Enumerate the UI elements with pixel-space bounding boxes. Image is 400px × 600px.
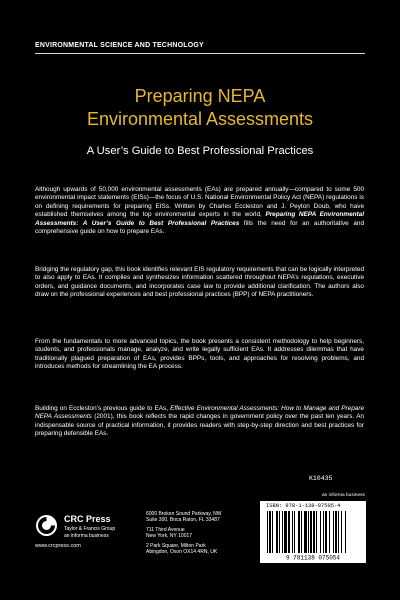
publisher-url: www.crcpress.com [35, 543, 81, 549]
paragraph-4-text-a: Building on Eccleston’s previous guide to EAs, [35, 405, 169, 412]
book-title-line2: Environmental Assessments [86, 109, 314, 129]
publisher-name: CRC Press [64, 514, 111, 524]
description-paragraph-1 [35, 186, 364, 236]
isbn-text: ISBN: 978-1-138-07505-4 [266, 503, 341, 509]
description-paragraph-2: Bridging the regulatory gap, this book identifies relevant EIS regulatory requirements that can be logically interpreted to also apply to EAs. It compiles and synthesizes information scattered throughout NEPA’s regulations, executive orders, and guidance documents, and incorporates case law to provide additional clarification. The authors also draw on the professional experiences and best professional practices (BPP) of NEPA practitioners. [35, 266, 364, 299]
barcode-icon [264, 511, 362, 561]
crc-press-logo-icon [35, 514, 58, 537]
paragraph-1-text-a: Although upwards of 50,000 environmental assessments (EAs) are prepared annually—compared to some 500 environmental impact statements (EISs)—the focus of U.S. National Environmental Policy Act (NEPA) regulations is on defining requirements for preparing EISs. Written by Charles Eccleston and J. Peyton Doub, who have established themselves among the top environmental experts in the world, [35, 186, 364, 219]
description-paragraph-3: From the fundamentals to more advanced topics, the book presents a consistent methodology to help beginners, students, and professionals manage, analyze, and write legally sufficient EAs. It addresses dilemmas that have traditionally plagued preparation of EAs, provides BPPs, tools, and approaches for resolving problems, and introduces methods for streamlining the EA process. [35, 338, 364, 371]
address-line: Abingdon, Oxon OX14 4RN, UK [146, 548, 218, 555]
description-paragraph-4 [35, 405, 364, 439]
barcode-box [260, 501, 366, 563]
series-label: ENVIRONMENTAL SCIENCE AND TECHNOLOGY [35, 42, 204, 49]
address-line: 2 Park Square, Milton Park [146, 542, 206, 549]
publisher-group: Taylor & Francis Group [64, 526, 116, 532]
book-title-line1: Preparing NEPA [134, 86, 266, 106]
book-subtitle: A User’s Guide to Best Professional Practices [86, 145, 314, 157]
k-code: K10435 [309, 475, 333, 482]
address-line: Suite 300, Boca Raton, FL 33487 [146, 516, 220, 523]
barcode-digits: 9 781138 075054 [285, 554, 341, 561]
paragraph-4-book-title: Effective Environmental Assessments: How to Manage and Prepare NEPA Assessments [35, 405, 365, 421]
paragraph-1-text-c: fills the need for an authoritative and comprehensive guide on how to prepare EAs. [35, 219, 364, 236]
publisher-informa: an informa business [64, 533, 109, 539]
informa-business-label: an informa business [322, 493, 365, 498]
address-line: New York, NY 10017 [146, 532, 193, 539]
address-line: 711 Third Avenue [146, 526, 185, 533]
publisher-address [146, 512, 222, 555]
series-rule [35, 53, 365, 54]
paragraph-4-text-c: (2001), this book reflects the rapid changes in government policy over the past ten years. An indispensable source of practical information, it provides readers with step-by-step direction and best practices for preparing defensible EAs. [35, 413, 365, 438]
address-line: 6000 Broken Sound Parkway, NW [146, 511, 222, 517]
paragraph-1-book-title: Preparing NEPA Environmental Assessments: A User’s Guide to Best Professional Practices [35, 211, 364, 227]
